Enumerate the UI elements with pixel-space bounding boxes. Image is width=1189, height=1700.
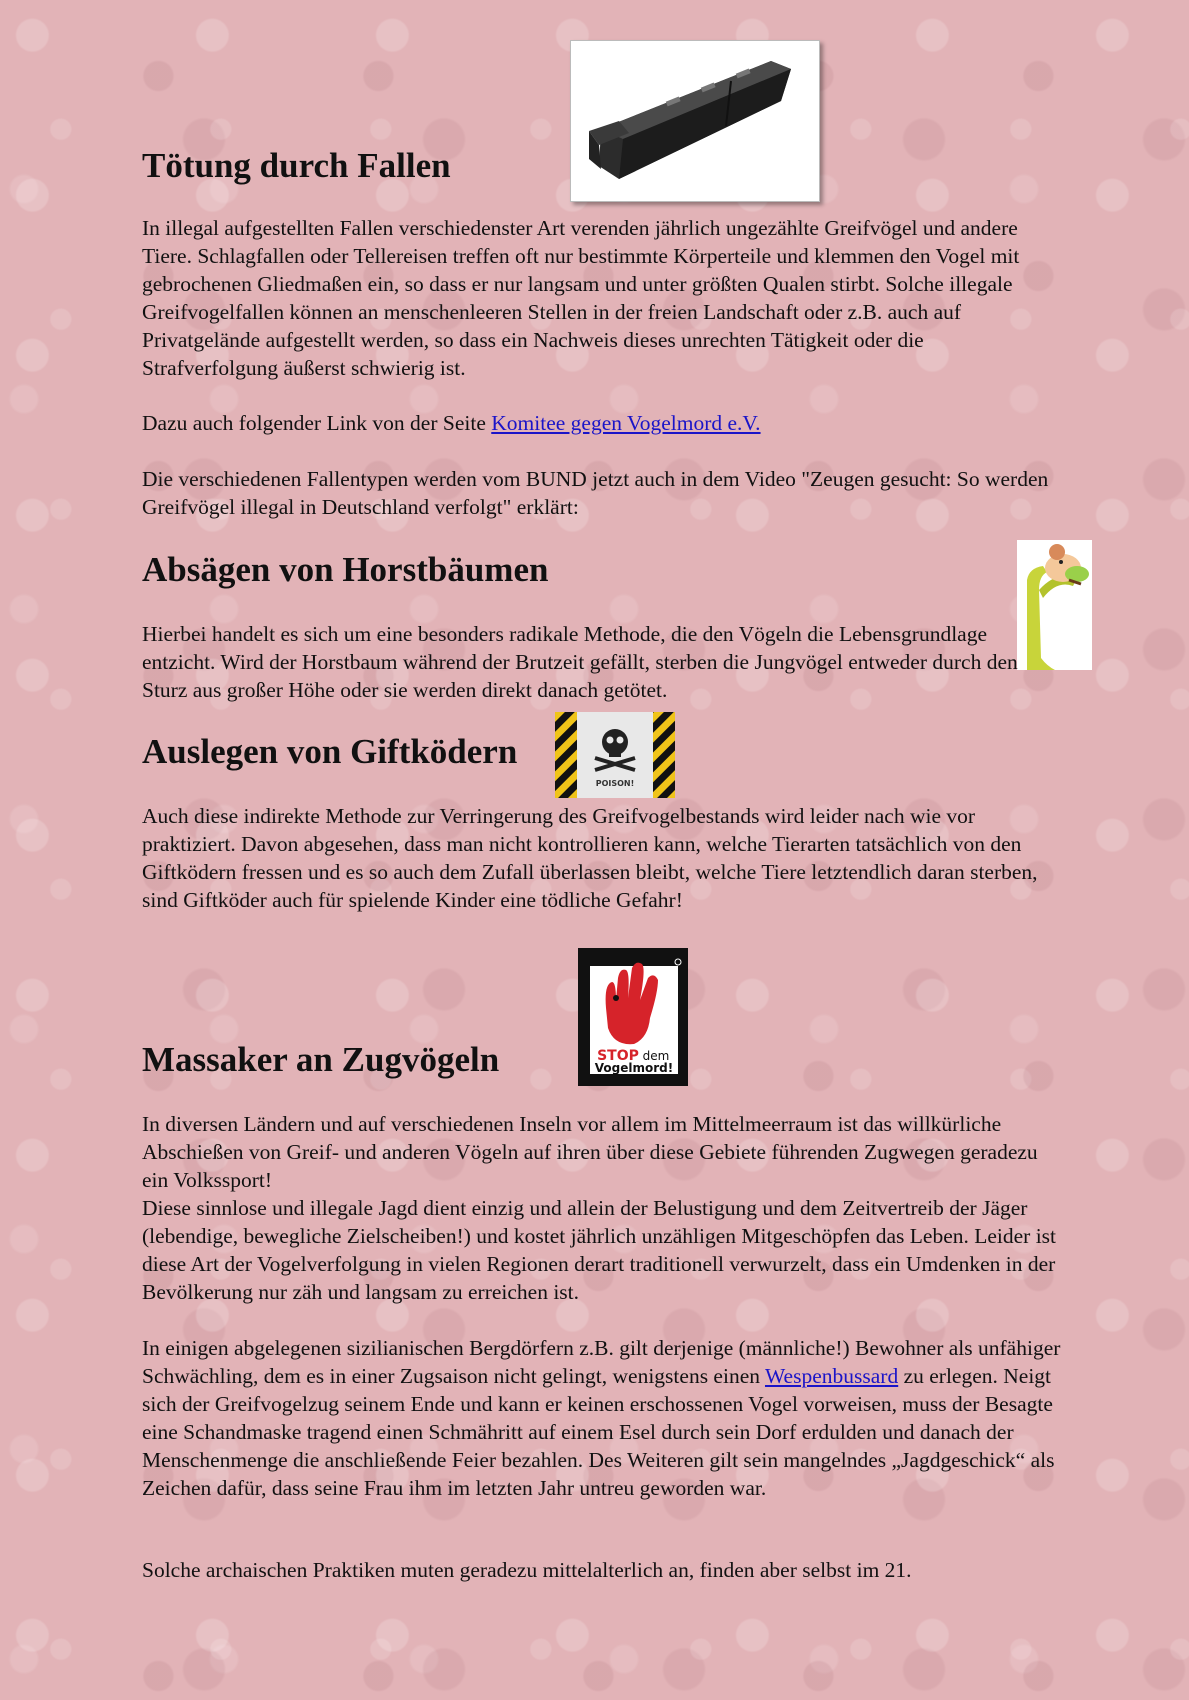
traps-link-paragraph <box>142 409 1062 437</box>
migration-body-3-prefix: In einigen abgelegenen sizilianischen Bergdörfern z.B. gilt derjenige (männliche!) Bewohner als unfähiger Schwächling, dem es in einer Zugsaison nicht gelingt, wenigstens einen <box>142 1336 1061 1388</box>
heading-trees: Absägen von Horstbäumen <box>142 550 549 589</box>
poison-warning-image <box>555 712 675 798</box>
migration-body-1: In diversen Ländern und auf verschiedenen Inseln vor allem im Mittelmeerraum ist das willkürliche Abschießen von Greif- und anderen Vögeln auf ihren über diese Gebiete führenden Zugwegen geradezu ein Volkssport! <box>142 1112 1038 1192</box>
migration-paragraph-3 <box>142 1334 1062 1502</box>
komitee-link[interactable]: Komitee gegen Vogelmord e.V. <box>491 411 761 435</box>
migration-body-3-suffix: zu erlegen. Neigt sich der Greifvogelzug seinem Ende und kann er keinen erschossenen Vogel vorweisen, muss der Besagte eine Schandmaske tragend einen Schmähritt auf einem Esel durch sein Dorf erdulden und danach der Menschenmenge die anschließende Feier bezahlen. Des Weiteren gilt sein mangelndes „Jagdgeschick“ als Zeichen dafür, dass seine Frau ihm im letzten Jahr untreu geworden war. <box>142 1364 1055 1500</box>
migration-paragraph-4: Solche archaischen Praktiken muten geradezu mittelalterlich an, finden aber selbst im 21. <box>142 1558 912 1582</box>
traps-paragraph: In illegal aufgestellten Fallen verschiedenster Art verenden jährlich ungezählte Greifvögel und andere Tiere. Schlagfallen oder Tellereisen treffen oft nur bestimmte Körperteile und klemmen den Vogel mit gebrochenen Gliedmaßen ein, so dass er nur langsam und unter größten Qualen stirbt. Solche illegale Greifvogelfallen können an menschenleeren Stellen in der freien Landschaft oder z.B. auch auf Privatgelände aufgestellt werden, so dass ein Nachweis dieses unrechten Tätigkeit oder die Strafverfolgung äußerst schwierig ist. <box>142 216 1020 380</box>
stop-logo-dem: dem <box>642 1049 670 1063</box>
poison-label: POISON! <box>595 779 635 788</box>
trap-illustration <box>571 41 819 201</box>
heading-migration: Massaker an Zugvögeln <box>142 1040 500 1079</box>
wespenbussard-link[interactable]: Wespenbussard <box>764 1364 899 1388</box>
heading-poison: Auslegen von Giftködern <box>142 732 518 771</box>
stop-logo-vogelmord: Vogelmord! <box>594 1061 674 1075</box>
poison-paragraph: Auch diese indirekte Methode zur Verringerung des Greifvogelbestands wird leider nach wie vor praktiziert. Davon abgesehen, dass man nicht kontrollieren kann, welche Tierarten tatsächlich von den Giftködern fressen und es so auch dem Zufall überlassen bleibt, welche Tiere letztendlich daran sterben, sind Giftköder auch für spielende Kinder eine tödliche Gefahr! <box>142 804 1038 912</box>
trees-paragraph: Hierbei handelt es sich um eine besonders radikale Methode, die den Vögeln die Lebensgrundlage entzicht. Wird der Horstbaum während der Brutzeit gefällt, sterben die Jungvögel entweder durch den Sturz aus großer Höhe oder sie werden direkt danach getötet. <box>142 622 1018 702</box>
migration-body-2: Diese sinnlose und illegale Jagd dient einzig und allein der Belustigung und dem Zeitvertreib der Jäger (lebendige, bewegliche Zielscheiben!) und kostet jährlich unzähligen Mitgeschöpfen das Leben. Leider ist diese Art der Vogelverfolgung in vielen Regionen derart traditionell verwurzelt, dass ein Umdenken in der Bevölkerung nur zäh und langsam zu erreichen ist. <box>142 1196 1057 1304</box>
traps-link-prefix: Dazu auch folgender Link von der Seite <box>142 411 492 435</box>
stop-vogelmord-logo <box>578 948 688 1086</box>
stop-logo-illustration <box>578 948 688 1086</box>
heading-traps: Tötung durch Fallen <box>142 146 451 185</box>
stop-logo-text: STOP <box>597 1048 639 1064</box>
traps-video-paragraph: Die verschiedenen Fallentypen werden vom BUND jetzt auch in dem Video "Zeugen gesucht: So werden Greifvögel illegal in Deutschland verfolgt" erklärt: <box>142 467 1049 519</box>
poison-sign-illustration <box>555 712 675 798</box>
migration-paragraph-1 <box>142 1110 1062 1306</box>
trap-image <box>570 40 820 202</box>
